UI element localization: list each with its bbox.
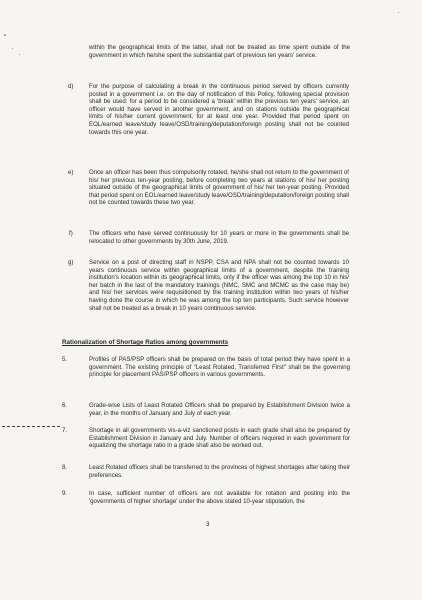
section-heading: Rationalization of Shortage Ratios among governments: [62, 339, 229, 346]
scan-speck: [398, 12, 399, 13]
item-e-paragraph: Once an officer has been thus compulsorily rotated, he/she shall not return to the government of his/ her previous ten-year posting, before completing two years at stations of his/ her posting situated outside of the geographical limits of government of his/ her ten-year posting. Provided that period spent on EOL/earned leave/study leave/OSD/training/deputation/foreign posting shall not be counted towards these two year.: [89, 169, 349, 207]
item-number: 9.: [62, 490, 68, 497]
scan-speck: [12, 48, 13, 49]
item-label: e): [68, 169, 74, 176]
item-label: f): [69, 230, 73, 237]
item-number: 5.: [62, 356, 68, 363]
item-label: d): [68, 83, 74, 90]
item-d-paragraph: For the purpose of calculating a break in the continuous period served by officers currently posted in a government i.e. on the day of notification of this Policy, following special provision shall be used: for a period to be considered a 'break' within the previous ten years' service, an officer would have served in another government, and on stations outside the geographical limits of his/her current government, for at least one year. Provided that period spent on EOL/earned leave/study leave/OSD/training/deputation/foreign posting shall not be counted towards this one year.: [89, 83, 349, 136]
item-f-paragraph: The officers who have served continuously for 10 years or more in the governments shall be relocated to other governments by 30th June, 2019.: [89, 230, 349, 245]
point-8-paragraph: Least Rotated officers shall be transferred to the provinces of highest shortages after taking their preferences.: [89, 464, 350, 479]
item-number: 7.: [62, 427, 68, 434]
scan-speck: [4, 34, 6, 36]
item-number: 8.: [62, 464, 68, 471]
stray-dashed-mark: [2, 426, 60, 427]
point-5-paragraph: Profiles of PAS/PSP officers shall be prepared on the basis of total period they have spent in a government. The existing principle of "Least Rotated, Transferred First" shall be the governing principle for placement PAS/PSP officers in various governments.: [89, 356, 350, 379]
page-number: 3: [206, 521, 210, 528]
scan-speck: [19, 54, 20, 55]
point-9-paragraph: In case, sufficient number of officers are not available for rotation and posting into the 'governments of higher shortage' under the above stated 10-year stipulation, the: [89, 490, 350, 505]
item-number: 6.: [62, 402, 68, 409]
item-g-paragraph: Service on a post of directing staff in NSPP, CSA and NPA shall not be counted towards 10 years continuous service within geographical limits of a government, despite the training institution's location within its geographical limits, only if the officer was among the top 10 in his/ her batch in the last of the mandatory trainings (NMC, SMC and MCMC as the case may be) and his/ her services were requisitioned by the training institution within two years of his/her having done the course in which he was among the top ten participants. Such service however shall not be treated as a break in 10 years continuous service.: [89, 259, 349, 312]
item-label: g): [68, 259, 74, 266]
point-7-paragraph: Shortage in all governments vis-a-viz sanctioned posts in each grade shall also be prepared by Establishment Division in January and July. Number of officers required in each government for equalizing the shortage ratio in a grade shall also be worked out.: [89, 427, 350, 450]
point-6-paragraph: Grade-wise Lists of Least Rotated Officers shall be prepared by Establishment Division twice a year, in the months of January and July of each year.: [89, 402, 350, 417]
intro-paragraph: within the geographical limits of the latter, shall not be treated as time spent outside of the government in which he/she spent the substantial part of previous ten years' service.: [89, 44, 350, 59]
